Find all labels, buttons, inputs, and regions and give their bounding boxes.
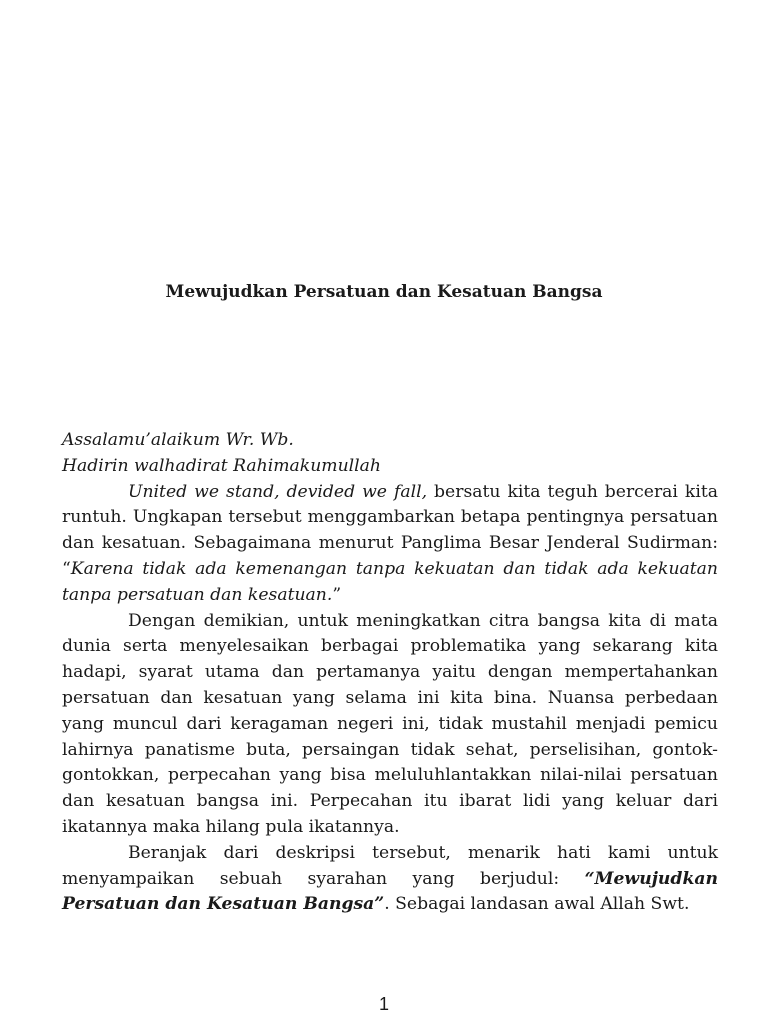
page-number: 1 xyxy=(378,994,389,1014)
salutation: Hadirin walhadirat Rahimakumullah xyxy=(62,455,381,476)
document-body xyxy=(62,428,718,918)
quote-sudirman: Karena tidak ada kemenangan tanpa kekuatan dan tidak ada kekuatan tanpa persatuan dan kesatuan. xyxy=(62,558,718,605)
paragraph-1-text: bersatu kita teguh bercerai kita runtuh. Ungkapan tersebut menggambarkan betapa pentingnya persatuan dan kesatuan. Sebagaimana menurut Panglima Besar Jenderal Sudirman: “ xyxy=(62,481,718,579)
speech-title-reference: “Mewujudkan Persatuan dan Kesatuan Bangsa” xyxy=(62,868,718,915)
paragraph-3-close: . Sebagai landasan awal Allah Swt. xyxy=(384,894,690,915)
paragraph-2: Dengan demikian, untuk meningkatkan citra bangsa kita di mata dunia serta menyelesaikan berbagai problematika yang sekarang kita hadapi, syarat utama dan pertamanya yaitu dengan mempertahankan persatuan dan kesatuan yang selama ini kita bina. Nuansa perbedaan yang muncul dari keragaman negeri ini, tidak mustahil menjadi pemicu lahirnya panatisme buta, persaingan tidak sehat, perselisihan, gontok-gontokkan, perpecahan yang bisa meluluhlantakkan nilai-nilai persatuan dan kesatuan bangsa ini. Perpecahan itu ibarat lidi yang keluar dari ikatannya maka hilang pula ikatannya. xyxy=(62,610,718,837)
paragraph-3-text: Beranjak dari deskripsi tersebut, menarik hati kami untuk menyampaikan sebuah syarahan yang berjudul: xyxy=(62,842,718,889)
greeting: Assalamu’alaikum Wr. Wb. xyxy=(62,430,294,450)
paragraph-1-close: ” xyxy=(332,584,342,605)
document-title: Mewujudkan Persatuan dan Kesatuan Bangsa xyxy=(165,282,603,302)
paragraph-1 xyxy=(62,480,718,609)
paragraph-3 xyxy=(62,841,718,918)
quote-motto: United we stand, devided we fall, xyxy=(128,481,428,502)
